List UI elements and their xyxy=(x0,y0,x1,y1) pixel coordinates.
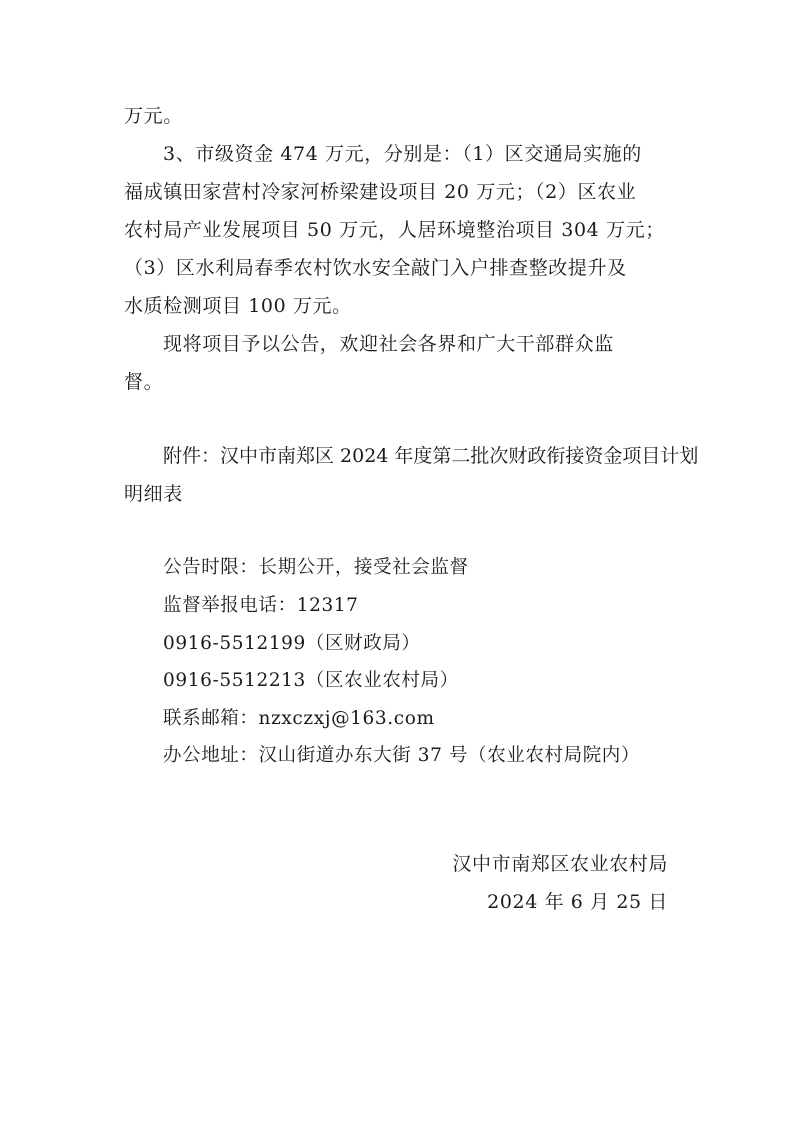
attachment-line: 附件：汉中市南郑区 2024 年度第二批次财政衔接资金项目计划 xyxy=(163,445,699,467)
paragraph-line: 3、市级资金 474 万元，分别是：（1）区交通局实施的 xyxy=(163,143,642,165)
contact-email: 联系邮箱：nzxczxj@163.com xyxy=(163,708,435,729)
office-address: 办公地址：汉山街道办东大街 37 号（农业农村局院内） xyxy=(163,745,641,766)
paragraph-line: （3）区水利局春季农村饮水安全敲门入户排查整改提升及 xyxy=(124,257,627,279)
paragraph-line: 万元。 xyxy=(124,105,183,127)
attachment-line: 明细表 xyxy=(124,483,183,505)
signature-org: 汉中市南郑区农业农村局 xyxy=(452,853,668,875)
signature-date: 2024 年 6 月 25 日 xyxy=(487,891,668,913)
paragraph-line: 督。 xyxy=(124,371,164,393)
paragraph-line: 水质检测项目 100 万元。 xyxy=(124,295,352,317)
paragraph-line: 现将项目予以公告，欢迎社会各界和广大干部群众监 xyxy=(163,333,614,355)
paragraph-line: 农村局产业发展项目 50 万元，人居环境整治项目 304 万元； xyxy=(124,219,665,241)
phone-finance-bureau: 0916-5512199（区财政局） xyxy=(163,633,421,654)
paragraph-line: 福成镇田家营村冷家河桥梁建设项目 20 万元；（2）区农业 xyxy=(124,181,637,203)
phone-agriculture-bureau: 0916-5512213（区农业农村局） xyxy=(163,670,459,691)
notice-period: 公告时限：长期公开，接受社会监督 xyxy=(163,557,469,578)
report-hotline: 监督举报电话：12317 xyxy=(163,595,359,616)
